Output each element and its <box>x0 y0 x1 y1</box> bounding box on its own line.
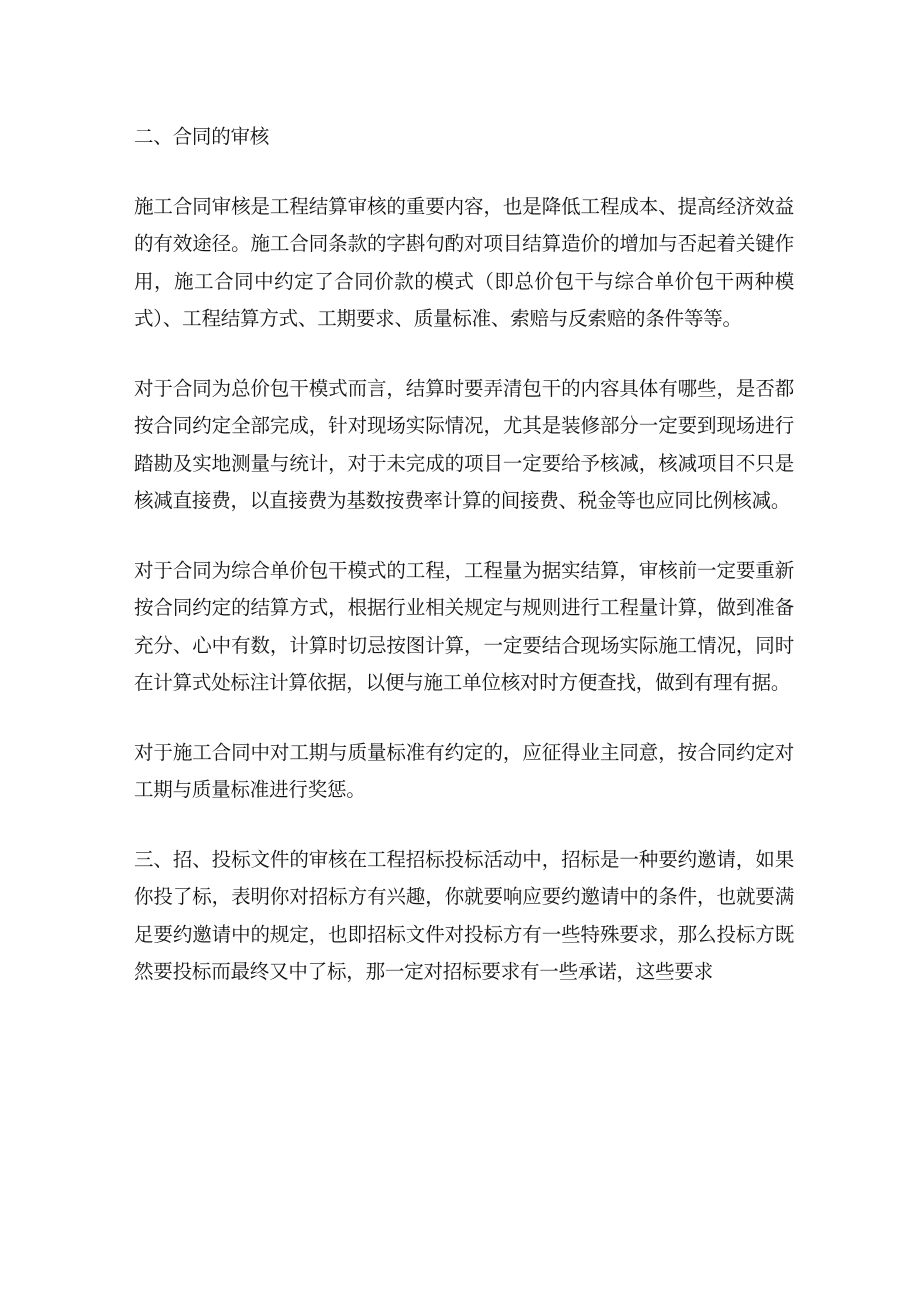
document-page <box>134 118 794 991</box>
paragraph-schedule-quality: 对于施工合同中对工期与质量标准有约定的，应征得业主同意，按合同约定对工期与质量标准进行奖惩。 <box>134 740 794 801</box>
paragraph-contract-review: 施工合同审核是工程结算审核的重要内容，也是降低工程成本、提高经济效益的有效途径。施工合同条款的字斟句酌对项目结算造价的增加与否起着关键作用，施工合同中约定了合同价款的模式（即总价包干与综合单价包干两种模式）、工程结算方式、工期要求、质量标准、索赔与反索赔的条件等等。 <box>134 194 794 330</box>
paragraph-bidding-review: 三、招、投标文件的审核在工程招标投标活动中，招标是一种要约邀请，如果你投了标，表明你对招标方有兴趣，你就要响应要约邀请中的条件，也就要满足要约邀请中的规定，也即招标文件对投标方有一些特殊要求，那么投标方既然要投标而最终又中了标，那一定对招标要求有一些承诺，这些要求 <box>134 847 794 983</box>
paragraph-unit-price: 对于合同为综合单价包干模式的工程，工程量为据实结算，审核前一定要重新按合同约定的结算方式，根据行业相关规定与规则进行工程量计算，做到准备充分、心中有数，计算时切忌按图计算，一定要结合现场实际施工情况，同时在计算式处标注计算依据，以便与施工单位核对时方便查找，做到有理有据。 <box>134 558 794 694</box>
paragraph-lump-sum: 对于合同为总价包干模式而言，结算时要弄清包干的内容具体有哪些，是否都按合同约定全部完成，针对现场实际情况，尤其是装修部分一定要到现场进行踏勘及实地测量与统计，对于未完成的项目一定要给予核减，核减项目不只是核减直接费，以直接费为基数按费率计算的间接费、税金等也应同比例核减。 <box>134 376 794 512</box>
section-heading: 二、合同的审核 <box>134 125 270 148</box>
